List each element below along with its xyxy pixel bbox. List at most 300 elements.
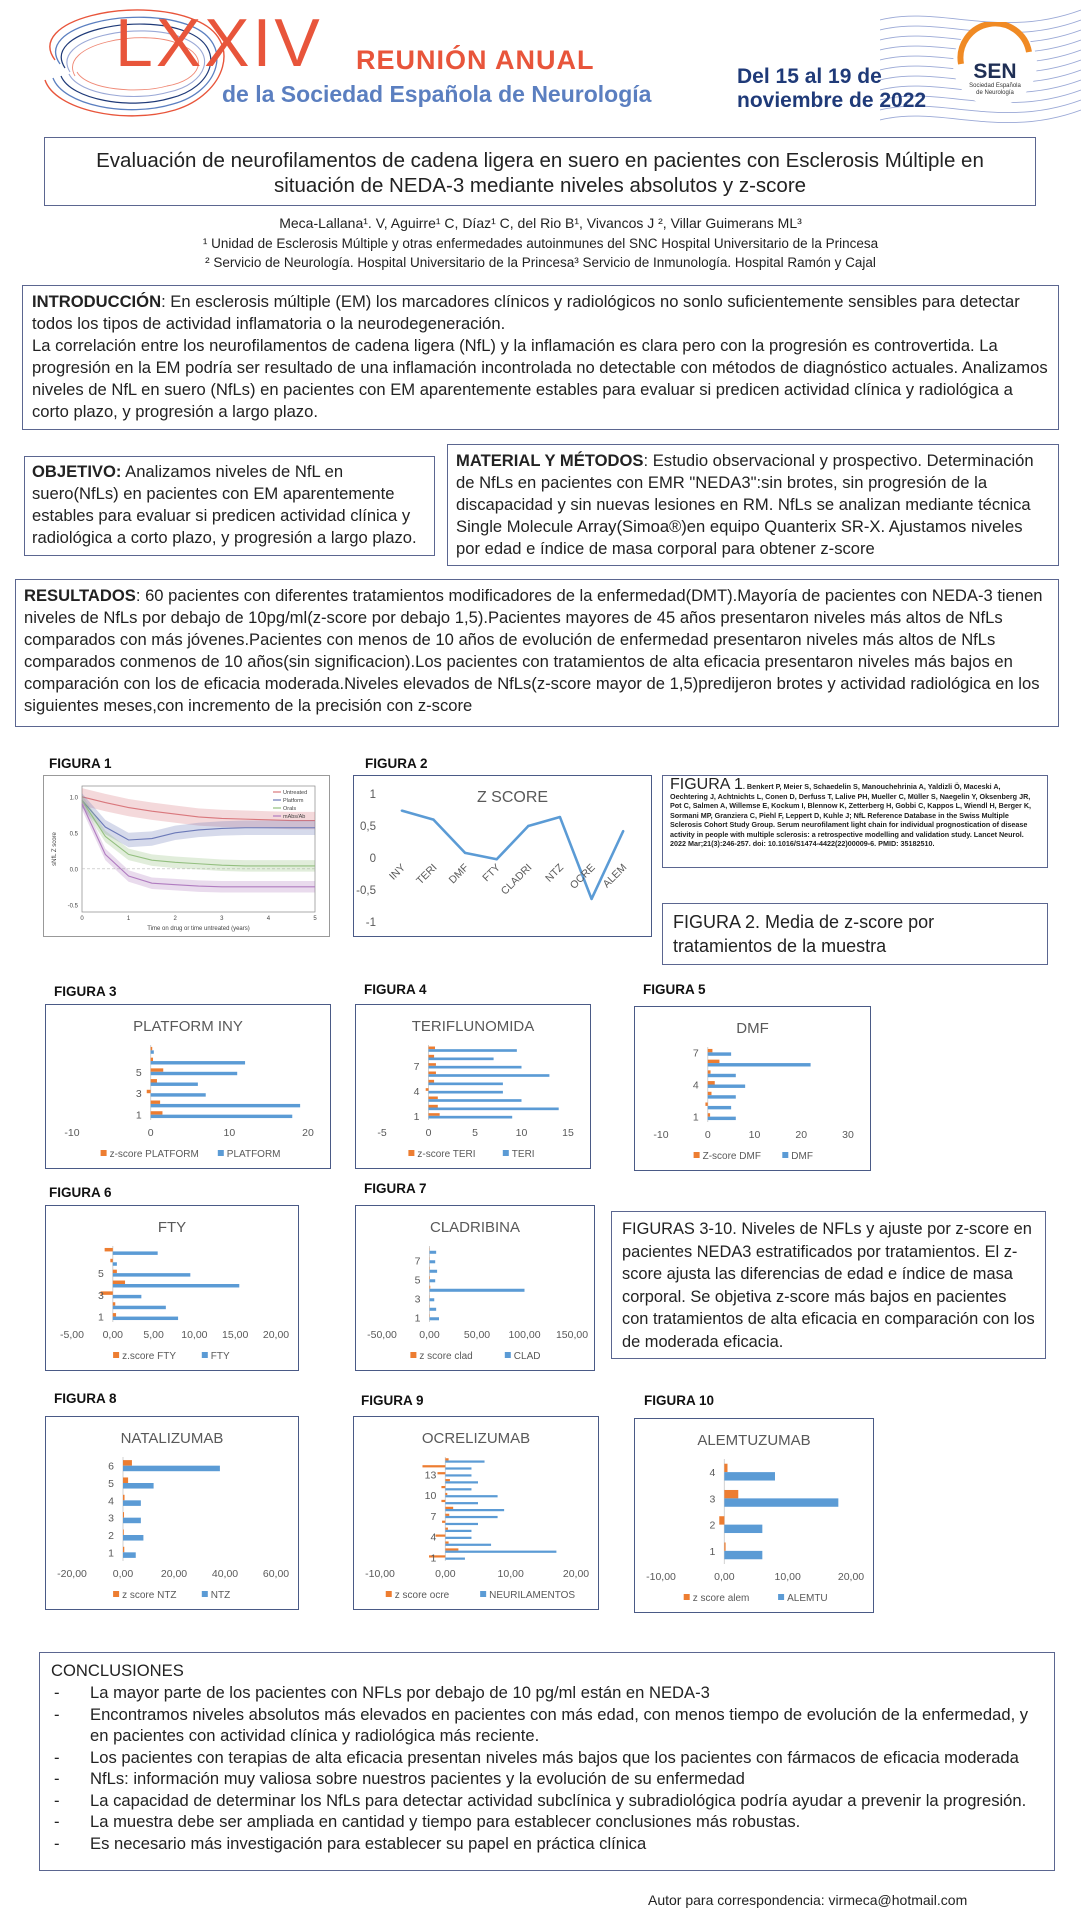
y-tick-label: 5 xyxy=(135,1066,142,1079)
zscore-point xyxy=(401,809,403,811)
bar-value xyxy=(123,1500,141,1506)
bar-zscore xyxy=(445,1541,448,1543)
legend-label: NEURILAMENTOS xyxy=(489,1590,576,1601)
zscore-point xyxy=(432,818,434,820)
bar-value xyxy=(113,1262,117,1265)
bar-zscore xyxy=(123,1495,125,1501)
bar-value xyxy=(708,1074,736,1077)
y-tick-label: 4 xyxy=(430,1531,437,1544)
y-tick-label: 3 xyxy=(97,1289,104,1302)
x-tick-label: ALEM xyxy=(600,861,630,891)
x-tick-label: 150,00 xyxy=(555,1329,589,1341)
legend-label: mAbs/Ab xyxy=(283,814,306,820)
figure-2-chart xyxy=(353,775,652,937)
legend-label: z score NTZ xyxy=(122,1590,177,1601)
bar-zscore xyxy=(151,1079,157,1082)
legend-label: z score ocre xyxy=(394,1590,450,1601)
bar-value xyxy=(708,1063,811,1066)
bar-value xyxy=(445,1523,478,1525)
legend-label: Platform xyxy=(283,798,304,804)
figure-4-label: FIGURA 4 xyxy=(364,982,427,997)
bar-value xyxy=(151,1072,238,1075)
legend-swatch-value xyxy=(778,1594,784,1600)
bar-zscore xyxy=(429,1063,436,1066)
y-tick-label: 1 xyxy=(413,1110,420,1123)
bar-value xyxy=(113,1295,142,1298)
x-tick-label: CLADRI xyxy=(498,861,535,898)
bar-value xyxy=(708,1052,731,1055)
chart-title: CLADRIBINA xyxy=(429,1219,521,1236)
chart-title: TERIFLUNOMIDA xyxy=(411,1018,535,1035)
legend-label: z-score TERI xyxy=(417,1149,476,1160)
x-tick-label: 0,00 xyxy=(419,1329,440,1341)
dates-line-2: noviembre de 2022 xyxy=(737,89,927,112)
bar-zscore xyxy=(708,1060,720,1063)
y-tick-label: 7 xyxy=(413,1060,420,1073)
conclusiones-heading: CONCLUSIONES xyxy=(51,1661,184,1680)
figure-6-label: FIGURA 6 xyxy=(49,1185,112,1200)
legend-swatch-zscore xyxy=(410,1352,416,1358)
x-tick-label: 5 xyxy=(472,1127,478,1139)
x-tick-label: DMF xyxy=(446,861,472,887)
fig7-svg xyxy=(356,1206,594,1370)
caption-figures-3-10: FIGURAS 3-10. Niveles de NFLs y ajuste por z-score en pacientes NEDA3 estratificados por tratamientos. El z-score ajusta las diferencias de edad e índice de masa corporal. Se objetiva z-score más bajos en pacientes con tratamientos de alta eficacia en comparación con los de moderada eficacia. xyxy=(611,1211,1046,1359)
bar-zscore xyxy=(437,1472,445,1474)
bar-zscore xyxy=(445,1528,448,1530)
bar-value xyxy=(123,1552,136,1558)
y-tick-label: 3 xyxy=(414,1293,421,1306)
x-tick-label: -50,00 xyxy=(367,1329,397,1341)
legend-swatch-zscore xyxy=(684,1594,690,1600)
bar-value xyxy=(445,1544,491,1546)
bar-value xyxy=(123,1466,220,1472)
y-tick-label: -1 xyxy=(365,917,376,929)
legend-label: z score alem xyxy=(692,1593,750,1604)
x-tick-label: OCRE xyxy=(567,861,598,892)
x-tick-label: -10 xyxy=(653,1129,669,1141)
bar-value xyxy=(123,1535,143,1541)
x-tick-label: 20,00 xyxy=(562,1568,590,1580)
legend-label: PLATFORM xyxy=(226,1149,281,1160)
y-tick-label: 7 xyxy=(430,1510,437,1523)
bar-zscore xyxy=(430,1286,431,1289)
bar-zscore xyxy=(708,1049,713,1052)
x-tick-label: 4 xyxy=(266,916,271,922)
bar-zscore xyxy=(123,1529,124,1535)
sen-logo xyxy=(953,22,1037,106)
legend-swatch-value xyxy=(202,1352,208,1358)
legend-swatch-value xyxy=(503,1150,509,1156)
x-tick-label: 0 xyxy=(704,1129,711,1141)
x-tick-label: 30 xyxy=(842,1129,854,1141)
legend-swatch-value xyxy=(480,1591,486,1597)
x-tick-label: -20,00 xyxy=(57,1568,87,1580)
resultados-text: : 60 pacientes con diferentes tratamientos modificadores de la enfermedad(DMT).Mayoría de pacientes con NEDA-3 tienen niveles de NfLs por debajo de 10pg/ml(z-score por debajo 1,5).Pacientes mayores de 45 años presentaron niveles más altos de NfLs comparados con más jóvenes.Pacientes con menos de 10 años de evolución de enfermedad presentaron niveles más altos de NfLs comparados conmenos de 10 años(sin significacion).Los pacientes con tratamientos de alta eficacia presentaron niveles más bajos en comparación con los de eficacia moderada.Niveles elevados de NfLs(z-score mayor de 1,5)predijeron brotes y actividad radiológica en los siguientes meses,con incremento de la precisión con z-score xyxy=(24,586,1043,715)
header-banner xyxy=(0,0,1081,130)
figure-4-chart xyxy=(355,1004,591,1169)
x-tick-label: 2 xyxy=(173,916,177,922)
x-tick-label: 0,00 xyxy=(435,1568,456,1580)
y-tick-label: 4 xyxy=(108,1495,114,1508)
bar-value xyxy=(445,1551,556,1553)
y-tick-label: -0,5 xyxy=(356,885,376,897)
legend-swatch-zscore xyxy=(101,1150,107,1156)
bar-zscore xyxy=(724,1490,738,1498)
affiliation-2: ² Servicio de Neurología. Hospital Universitario de la Princesa³ Servicio de Inmunología. Hospital Ramón y Cajal xyxy=(205,255,876,270)
legend-label: ALEMTU xyxy=(787,1593,828,1604)
sen-logo-text: SEN xyxy=(973,60,1017,83)
x-tick-label: 15,00 xyxy=(222,1329,249,1341)
x-tick-label: 20,00 xyxy=(837,1571,865,1583)
legend-label: FTY xyxy=(210,1351,230,1362)
y-tick-label: 7 xyxy=(692,1047,699,1060)
figure-2-label: FIGURA 2 xyxy=(365,756,428,771)
caption-figure-1-reference: . Benkert P, Meier S, Schaedelin S, Manouchehrinia A, Yaldizli Ö, Maceski A, Oechtering J, Achtnichts L, Conen D, Derfuss T, Lalive PH, Mueller C, Müller S, Naegelin Y, Oksenberg JR, Pot C, Salmen A, Willemse E, Kockum I, Blennow K, Zetterberg H, Gobbi C, Kappos L, Wiendl H, Berger K, Sormani MP, Granziera C, Piehl F, Leppert D, Kuhle J; NfL Reference Database in the Swiss Multiple Sclerosis Cohort Study Group. Serum neurofilament light chain for individual prognostication of disease activity in people with multiple sclerosis: a retrospective modelling and validation study. Lancet Neurol. 2022 Mar;21(3):246-257. doi: 10.1016/S1474-4422(22)00009-6. PMID: 35182510. xyxy=(670,782,1032,848)
bar-value xyxy=(429,1049,517,1052)
x-tick-label: -10 xyxy=(64,1127,80,1139)
legend-swatch-zscore xyxy=(113,1352,119,1358)
bar-value xyxy=(429,1066,522,1069)
introduccion-box xyxy=(22,285,1059,430)
conclusion-item: - NfLs: información muy valiosa sobre nuestros pacientes y la evolución de su enfermedad xyxy=(54,1769,745,1788)
y-tick-label: 1 xyxy=(430,1552,437,1565)
x-tick-label: -5 xyxy=(377,1127,387,1139)
y-tick-label: 1.0 xyxy=(69,795,78,802)
bar-value xyxy=(113,1251,158,1254)
sen-logo-sub-1: Sociedad Española xyxy=(969,83,1021,89)
bar-value xyxy=(151,1093,206,1096)
bar-value xyxy=(724,1551,762,1559)
bar-zscore xyxy=(429,1080,435,1083)
legend-swatch-value xyxy=(505,1352,511,1358)
bar-value xyxy=(445,1474,471,1476)
y-tick-label: 1 xyxy=(135,1109,142,1122)
x-tick-label: 20 xyxy=(795,1129,808,1141)
fig2-svg xyxy=(354,776,651,936)
bar-zscore xyxy=(445,1507,453,1509)
bar-value xyxy=(429,1099,522,1102)
legend-label: z score clad xyxy=(419,1351,473,1362)
bar-value xyxy=(445,1495,497,1497)
bar-zscore xyxy=(705,1103,707,1106)
x-tick-label: 10,00 xyxy=(497,1568,524,1580)
figure-1-label: FIGURA 1 xyxy=(49,756,112,771)
figure-5-chart xyxy=(634,1006,871,1171)
x-tick-label: 40,00 xyxy=(211,1568,239,1580)
y-tick-label: 4 xyxy=(692,1079,699,1092)
bar-value xyxy=(445,1516,497,1518)
bar-value xyxy=(708,1095,736,1098)
legend-label: Orals xyxy=(283,806,297,812)
congress-dates xyxy=(737,65,926,113)
bar-value xyxy=(430,1279,436,1282)
bar-zscore xyxy=(445,1548,458,1550)
legend-label: Untreated xyxy=(283,790,308,796)
bar-value xyxy=(445,1467,471,1469)
dates-line-1: Del 15 al 19 de xyxy=(737,65,882,88)
conclusiones-list xyxy=(51,1682,1043,1854)
x-axis-label: Time on drug or time untreated (years) xyxy=(147,926,250,932)
x-tick-label: -5,00 xyxy=(60,1329,84,1341)
bar-value xyxy=(445,1530,471,1532)
caption-figure-2: FIGURA 2. Media de z-score por tratamientos de la muestra xyxy=(662,903,1048,965)
x-tick-label: 0,00 xyxy=(102,1329,124,1341)
x-tick-label: 0,00 xyxy=(714,1571,735,1583)
fig6-svg xyxy=(46,1206,298,1370)
x-tick-label: 10,00 xyxy=(774,1571,801,1583)
metodos-text: : Estudio observacional y prospectivo. Determinación de NfLs en pacientes con EMR "NEDA3":sin brotes, sin progresión de la discapacidad y sin nuevas lesiones en RM. NfLs se analizan mediante técnica Single Molecule Array(Simoa®)en equipo Quanterix SR-X. Ajustamos niveles por edad e índice de masa corporal para obtener z-score xyxy=(456,451,1034,558)
bar-zscore xyxy=(708,1070,711,1073)
legend-swatch-zscore xyxy=(113,1591,119,1597)
bar-value xyxy=(445,1460,484,1462)
bar-zscore xyxy=(445,1493,447,1495)
bar-zscore xyxy=(429,1113,440,1116)
conclusion-item: - La muestra debe ser ampliada en cantidad y tiempo para establecer conclusiones más robustas. xyxy=(54,1812,801,1831)
bar-zscore xyxy=(105,1248,113,1251)
affiliation-1: ¹ Unidad de Esclerosis Múltiple y otras enfermedades autoinmunes del SNC Hospital Universitario de la Princesa xyxy=(202,236,879,251)
bar-zscore xyxy=(123,1477,128,1483)
conclusion-item: - Encontramos niveles absolutos más elevados en pacientes con más edad, con menos tiempo de evolución de la enfermedad, y en pacientes con actividad clínica y radiológica más reciente. xyxy=(54,1704,1029,1745)
fig3-svg xyxy=(46,1005,330,1168)
y-tick-label: 0,5 xyxy=(360,821,376,833)
legend-swatch-value xyxy=(218,1150,224,1156)
figure-8-chart xyxy=(45,1416,299,1610)
introduccion-heading: INTRODUCCIÓN xyxy=(32,292,162,311)
bar-value xyxy=(724,1525,762,1533)
chart-title: Z SCORE xyxy=(476,789,549,806)
bar-zscore xyxy=(113,1302,115,1305)
fig4-svg xyxy=(356,1005,590,1168)
bar-zscore xyxy=(445,1479,450,1481)
x-tick-label: 1 xyxy=(126,916,131,922)
y-tick-label: 3 xyxy=(108,1512,114,1525)
y-tick-label: 6 xyxy=(108,1460,114,1473)
x-tick-label: -10,00 xyxy=(646,1571,676,1583)
bar-zscore xyxy=(724,1542,725,1550)
bar-value xyxy=(429,1058,494,1061)
fig8-svg xyxy=(46,1417,298,1609)
x-tick-label: 5,00 xyxy=(143,1329,164,1341)
bar-value xyxy=(430,1289,525,1292)
caption-figure-1-heading: FIGURA 1 xyxy=(670,776,743,793)
bar-value xyxy=(430,1260,436,1263)
y-tick-label: 5 xyxy=(414,1274,421,1287)
bar-zscore xyxy=(151,1047,153,1050)
metodos-box xyxy=(447,444,1059,566)
congress-roman-numeral: LXXIV xyxy=(115,5,323,81)
bar-value xyxy=(429,1074,550,1077)
bar-zscore xyxy=(123,1460,132,1466)
y-tick-label: 1 xyxy=(108,1547,114,1560)
bar-zscore xyxy=(123,1547,124,1553)
bar-value xyxy=(430,1317,440,1320)
bar-value xyxy=(445,1537,471,1539)
figure-9-label: FIGURA 9 xyxy=(361,1393,424,1408)
x-tick-label: FTY xyxy=(480,861,503,885)
y-tick-label: 0 xyxy=(369,853,376,865)
bar-zscore xyxy=(113,1281,125,1284)
bar-zscore xyxy=(724,1464,727,1472)
conclusion-item: - Los pacientes con terapias de alta eficacia presentan niveles más bajos que los pacientes con fármacos de eficacia moderada xyxy=(54,1747,1019,1767)
bar-value xyxy=(724,1498,838,1506)
y-tick-label: 3 xyxy=(709,1493,716,1506)
chart-title: FTY xyxy=(157,1219,187,1236)
bar-value xyxy=(113,1306,166,1309)
bar-zscore xyxy=(445,1458,448,1460)
x-tick-label: 20 xyxy=(302,1127,314,1139)
bar-value xyxy=(151,1115,293,1118)
y-axis-label: sNfL Z score xyxy=(52,832,58,866)
chart-title: DMF xyxy=(736,1020,769,1037)
poster-title-line-2: situación de NEDA-3 mediante niveles absolutos y z-score xyxy=(273,174,807,197)
x-tick-label: 50,00 xyxy=(463,1329,491,1341)
y-tick-label: 2 xyxy=(108,1530,114,1542)
bar-zscore xyxy=(113,1270,117,1273)
bar-value xyxy=(151,1061,245,1064)
bar-value xyxy=(151,1104,300,1107)
correspondence-author: Autor para correspondencia: virmeca@hotmail.com xyxy=(648,1892,968,1908)
x-tick-label: 0 xyxy=(147,1127,154,1139)
figure-10-label: FIGURA 10 xyxy=(644,1393,715,1408)
bar-zscore xyxy=(429,1055,435,1058)
y-tick-label: 4 xyxy=(413,1085,420,1098)
x-tick-label: 10,00 xyxy=(181,1329,208,1341)
bar-zscore xyxy=(422,1465,445,1467)
bar-value xyxy=(429,1091,503,1094)
bar-value xyxy=(429,1083,503,1086)
x-tick-label: 100,00 xyxy=(508,1329,541,1341)
legend-swatch-value xyxy=(202,1591,208,1597)
bar-zscore xyxy=(441,1486,445,1488)
metodos-heading: MATERIAL Y MÉTODOS xyxy=(456,451,644,470)
bar-value xyxy=(430,1298,435,1301)
legend-label: CLAD xyxy=(513,1351,541,1362)
y-tick-label: 5 xyxy=(108,1478,114,1490)
bar-zscore xyxy=(445,1514,449,1516)
fig5-svg xyxy=(635,1007,870,1170)
introduccion-text: : En esclerosis múltiple (EM) los marcadores clínicos y radiológicos no sonlo suficientemente sensibles para detectar todos los tipos de actividad inflamatoria o la neurodegeneración. xyxy=(32,292,1020,333)
y-tick-label: 1 xyxy=(97,1311,104,1324)
legend-label: NTZ xyxy=(210,1590,231,1601)
x-tick-label: NTZ xyxy=(543,861,567,885)
zscore-point xyxy=(527,825,529,827)
figure-7-chart xyxy=(355,1205,595,1371)
x-tick-label: 60,00 xyxy=(262,1568,290,1580)
x-tick-label: 10 xyxy=(748,1129,761,1141)
poster-title-box xyxy=(44,137,1036,206)
bar-value xyxy=(113,1284,239,1287)
figure-10-chart xyxy=(634,1418,874,1613)
bar-value xyxy=(429,1116,513,1119)
legend-swatch-value xyxy=(782,1152,788,1158)
figure-7-label: FIGURA 7 xyxy=(364,1181,427,1196)
bar-zscore xyxy=(113,1313,116,1316)
figure-8-label: FIGURA 8 xyxy=(54,1391,117,1406)
bar-zscore xyxy=(429,1047,436,1050)
conclusiones-box xyxy=(39,1652,1055,1871)
bar-value xyxy=(430,1251,437,1254)
figure-9-chart xyxy=(353,1416,599,1610)
poster-title-line-1: Evaluación de neurofilamentos de cadena ligera en suero en pacientes con Esclerosis Múltiple en xyxy=(96,149,984,172)
conclusion-item: - La mayor parte de los pacientes con NFLs por debajo de 10 pg/ml están en NEDA-3 xyxy=(54,1683,710,1702)
y-tick-label: 1 xyxy=(692,1111,699,1124)
zscore-point xyxy=(495,858,497,860)
zscore-point xyxy=(464,852,466,854)
legend-label: z.score FTY xyxy=(122,1351,177,1362)
y-tick-label: 10 xyxy=(424,1490,437,1503)
figure-1-chart xyxy=(43,775,330,937)
zscore-point xyxy=(590,898,592,900)
chart-title: OCRELIZUMAB xyxy=(421,1430,531,1447)
conclusion-item: - Es necesario más investigación para establecer su papel en práctica clínica xyxy=(54,1833,647,1853)
legend-swatch-zscore xyxy=(408,1150,414,1156)
fig9-svg xyxy=(354,1417,598,1609)
bar-zscore xyxy=(708,1081,715,1084)
y-tick-label: 7 xyxy=(414,1255,421,1268)
x-tick-label: 15 xyxy=(562,1127,574,1139)
bar-value xyxy=(123,1518,141,1524)
society-name: de la Sociedad Española de Neurología xyxy=(222,81,652,107)
x-tick-label: 0 xyxy=(425,1127,432,1139)
figure-3-label: FIGURA 3 xyxy=(54,984,117,999)
legend-swatch-zscore xyxy=(386,1591,392,1597)
bar-zscore xyxy=(719,1516,724,1524)
resultados-box xyxy=(15,579,1059,727)
bar-value xyxy=(445,1481,478,1483)
y-tick-label: 5 xyxy=(97,1268,104,1281)
bar-zscore xyxy=(708,1113,710,1116)
bar-zscore xyxy=(151,1058,153,1061)
bar-value xyxy=(708,1085,745,1088)
x-tick-label: 5 xyxy=(313,916,317,922)
bar-zscore xyxy=(123,1512,124,1518)
bar-value xyxy=(724,1472,775,1480)
figure-3-chart xyxy=(45,1004,331,1169)
y-tick-label: 1 xyxy=(709,1545,716,1558)
bar-value xyxy=(151,1083,198,1086)
legend-label: TERI xyxy=(511,1149,535,1160)
figure-5-label: FIGURA 5 xyxy=(643,982,706,997)
fig10-svg xyxy=(635,1419,873,1612)
zscore-point xyxy=(622,830,624,832)
introduccion-paragraph-2: La correlación entre los neurofilamentos de cadena ligera (NfL) y la inflamación es clara pero con la progresión es controvertida. La progresión en la EM podría ser resultado de una inflamación incontrolada no detectable con métodos de diagnóstico actuales. Analizamos niveles de NfL en suero (NfLs) en pacientes con EM aparentemente estables para evaluar si predicen actividad clínica y radiológica a corto plazo, y progresión a largo plazo. xyxy=(32,336,1048,421)
y-tick-label: -0.5 xyxy=(67,903,78,910)
bar-value xyxy=(708,1117,736,1120)
resultados-heading: RESULTADOS xyxy=(24,586,136,605)
bar-zscore xyxy=(429,1072,436,1075)
y-tick-label: 1 xyxy=(414,1312,421,1325)
bar-value xyxy=(429,1108,559,1111)
bar-zscore xyxy=(436,1535,446,1537)
bar-value xyxy=(123,1483,154,1489)
caption-figure-1 xyxy=(662,775,1048,868)
x-tick-label: INY xyxy=(387,861,408,883)
bar-zscore xyxy=(147,1090,151,1093)
bar-value xyxy=(445,1488,471,1490)
reunion-anual-title: REUNIÓN ANUAL xyxy=(356,45,595,75)
bar-value xyxy=(151,1050,154,1053)
bar-value xyxy=(708,1106,731,1109)
objetivo-text: Analizamos niveles de NfL en suero(NfLs) en pacientes con EM aparentemente estables para evaluar si predicen actividad clínica y radiológica a corto plazo, y progresión a largo plazo. xyxy=(32,462,417,547)
objetivo-heading: OBJETIVO: xyxy=(32,462,122,481)
bar-zscore xyxy=(151,1111,163,1114)
legend-label: DMF xyxy=(791,1151,813,1162)
chart-title: NATALIZUMAB xyxy=(120,1430,224,1447)
bar-value xyxy=(113,1273,191,1276)
x-tick-label: 20,00 xyxy=(262,1329,290,1341)
bar-zscore xyxy=(429,1097,438,1100)
y-tick-label: 0.0 xyxy=(69,867,78,874)
